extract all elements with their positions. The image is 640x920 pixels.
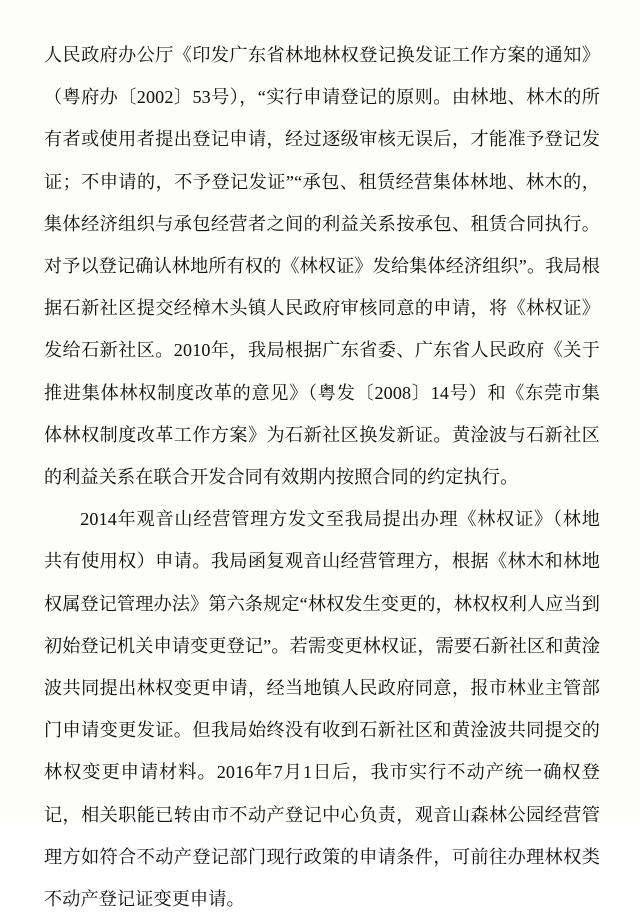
document-body <box>44 34 600 920</box>
paragraph-1: 人民政府办公厅《印发广东省林地林权登记换发证工作方案的通知》（粤府办〔2002〕53号），“实行申请登记的原则。由林地、林木的所有者或使用者提出登记申请，经过逐级审核无误后，才能准予登记发证；不申请的，不予登记发证”“承包、租赁经营集体林地、林木的，集体经济组织与承包经营者之间的利益关系按承包、租赁合同执行。对予以登记确认林地所有权的《林权证》发给集体经济组织”。我局根据石新社区提交经樟木头镇人民政府审核同意的申请，将《林权证》发给石新社区。2010年，我局根据广东省委、广东省人民政府《关于推进集体林权制度改革的意见》（粤发〔2008〕14号）和《东莞市集体林权制度改革工作方案》为石新社区换发新证。黄淦波与石新社区的利益关系在联合开发合同有效期内按照合同的约定执行。 <box>44 45 600 488</box>
paragraph-2: 2014年观音山经营管理方发文至我局提出办理《林权证》（林地共有使用权）申请。我局函复观音山经营管理方，根据《林木和林地权属登记管理办法》第六条规定“林权发生变更的，林权权利人应当到初始登记机关申请变更登记”。若需变更林权证，需要石新社区和黄淦波共同提出林权变更申请，经当地镇人民政府同意，报市林业主管部门申请变更发证。但我局始终没有收到石新社区和黄淦波共同提交的林权变更申请材料。2016年7月1日后，我市实行不动产统一确权登记，相关职能已转由市不动产登记中心负责，观音山森林公园经营管理方如符合不动产登记部门现行政策的申请条件，可前往办理林权类不动产登记证变更申请。 <box>44 509 600 910</box>
